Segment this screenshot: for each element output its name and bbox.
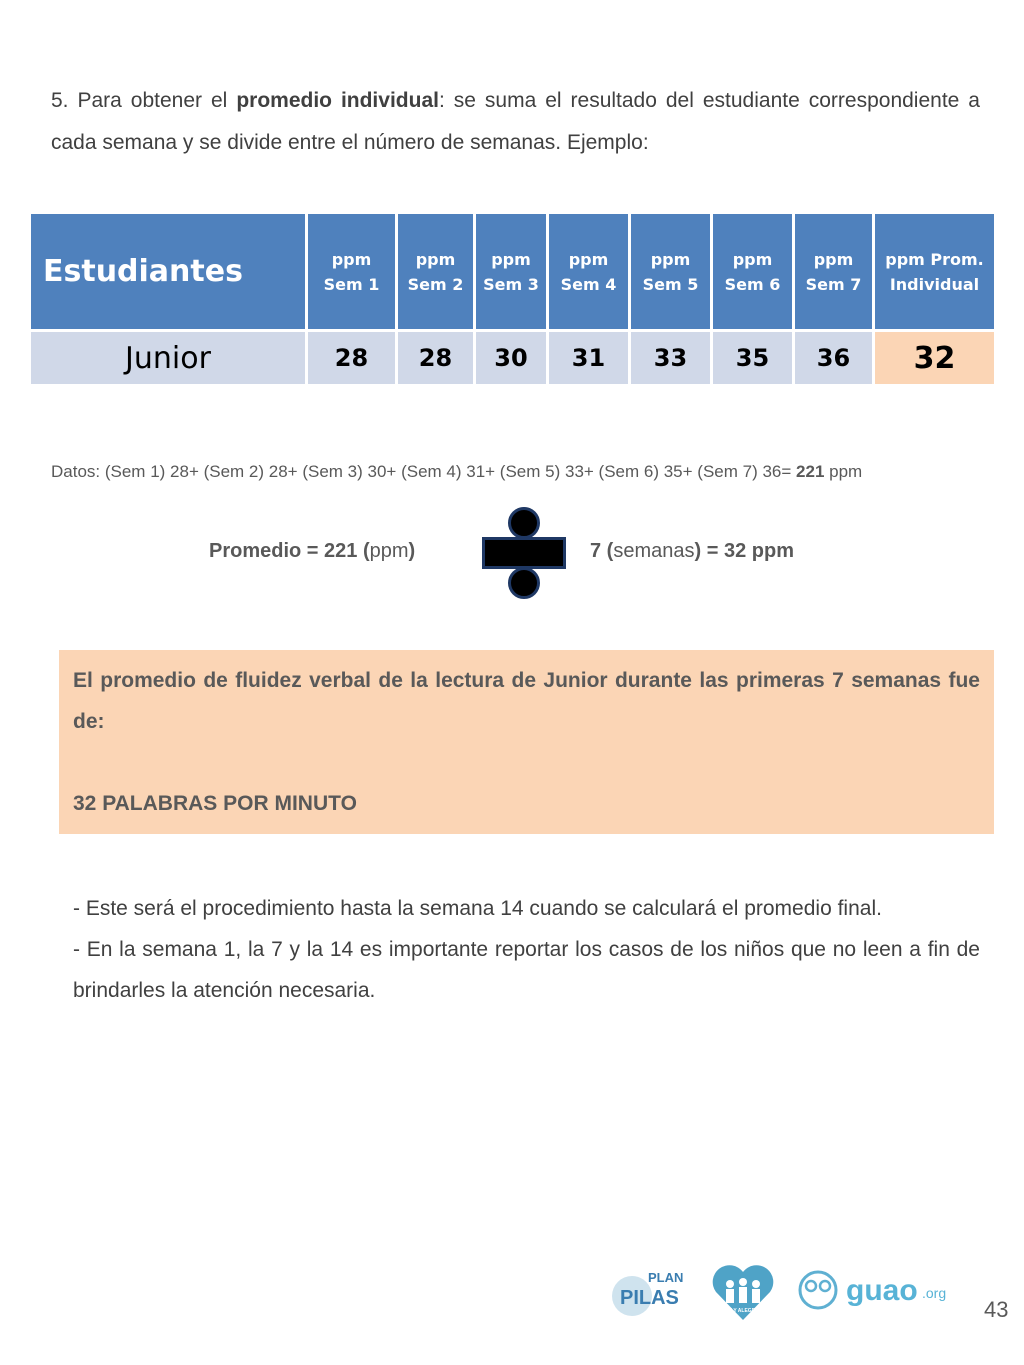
header-sem-1: ppm Sem 1 — [308, 214, 395, 329]
guao-logo-text: guao — [846, 1274, 918, 1307]
ppm-table — [28, 211, 997, 387]
header-sem-4: ppm Sem 4 — [549, 214, 628, 329]
guao-logo — [796, 1262, 962, 1322]
note-item: - En la semana 1, la 7 y la 14 es importante reportar los casos de los niños que no leen a fin de brindarles la atención necesaria. — [73, 938, 980, 1002]
intro-paragraph — [51, 80, 980, 164]
cell-sem-5: 33 — [631, 332, 710, 384]
cell-sem-6: 35 — [713, 332, 792, 384]
table-header-row — [31, 214, 994, 329]
formula-right-close: ) = 32 ppm — [694, 540, 794, 562]
intro-number-text: 5. Para obtener el — [51, 89, 228, 112]
division-sign-icon — [482, 507, 566, 599]
summary-box — [59, 650, 994, 834]
intro-rest-text: : se suma el resultado del estudiante correspondiente a cada semana y se divide entre el número de semanas. Ejemplo: — [51, 89, 980, 154]
header-sem-3: ppm Sem 3 — [476, 214, 546, 329]
footer-logos — [612, 1262, 962, 1322]
cell-student-name: Junior — [31, 332, 305, 384]
formula-left-close: ) — [408, 540, 416, 562]
formula-right — [590, 540, 794, 563]
fe-y-alegria-logo — [710, 1262, 776, 1322]
table-row — [31, 332, 994, 384]
datos-total: 221 — [796, 462, 825, 481]
cell-sem-3: 30 — [476, 332, 546, 384]
formula-right-unit: semanas — [613, 540, 695, 562]
header-prom-individual: ppm Prom. Individual — [875, 214, 994, 329]
datos-prefix: Datos: (Sem 1) 28+ (Sem 2) 28+ (Sem 3) 30+ (Sem 4) 31+ (Sem 5) 33+ (Sem 6) 35+ (Sem 7) 36= — [51, 462, 792, 481]
datos-line — [51, 462, 862, 482]
plan-logo-text: PLAN — [648, 1270, 684, 1285]
formula-left — [209, 540, 415, 563]
header-estudiantes: Estudiantes — [31, 214, 305, 329]
guao-org-text: .org — [922, 1285, 947, 1301]
header-sem-7: ppm Sem 7 — [795, 214, 872, 329]
pilas-logo-text: PILAS — [620, 1287, 679, 1309]
cell-sem-7: 36 — [795, 332, 872, 384]
summary-text: El promedio de fluidez verbal de la lectura de Junior durante las primeras 7 semanas fue de: — [73, 669, 980, 733]
cell-sem-2: 28 — [398, 332, 473, 384]
intro-bold-term: promedio individual — [236, 89, 439, 112]
division-dot-bottom — [508, 567, 540, 599]
formula-right-bold: 7 ( — [590, 540, 614, 562]
division-dot-top — [508, 507, 540, 539]
notes-block — [73, 888, 980, 1011]
plan-pilas-logo — [612, 1262, 692, 1322]
header-sem-6: ppm Sem 6 — [713, 214, 792, 329]
summary-result: 32 PALABRAS POR MINUTO — [73, 792, 357, 815]
cell-sem-1: 28 — [308, 332, 395, 384]
division-bar — [482, 537, 566, 569]
datos-unit: ppm — [829, 462, 863, 481]
cell-sem-4: 31 — [549, 332, 628, 384]
note-item: - Este será el procedimiento hasta la semana 14 cuando se calculará el promedio final. — [73, 897, 882, 920]
page-number: 43 — [984, 1297, 1009, 1322]
formula-left-unit: ppm — [369, 540, 409, 562]
fe-y-alegria-text: FE Y ALEGRIA — [725, 1308, 761, 1314]
header-sem-5: ppm Sem 5 — [631, 214, 710, 329]
header-sem-2: ppm Sem 2 — [398, 214, 473, 329]
formula-left-bold: Promedio = 221 ( — [209, 540, 370, 562]
cell-average: 32 — [875, 332, 994, 384]
